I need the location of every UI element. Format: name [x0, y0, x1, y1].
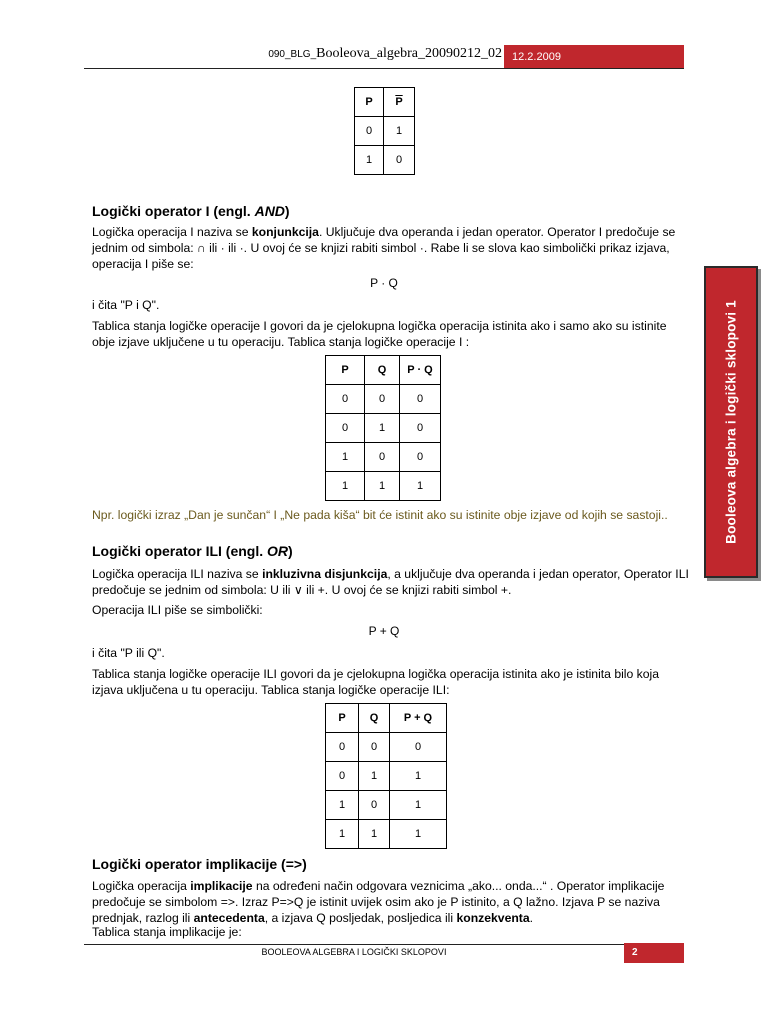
or-table-head: Q — [359, 704, 390, 733]
or-heading-text: Logički operator ILI (engl. — [92, 543, 268, 559]
and-table-head: P — [326, 356, 365, 385]
document-date: 12.2.2009 — [504, 45, 684, 69]
page-number: 2 — [624, 943, 684, 963]
not-table-cell: 1 — [384, 117, 415, 146]
or-paragraph-3: Tablica stanja logičke operacije ILI govori da je cjelokupna logička operacija istinita ako je istinita bilo koja izjava uključena u tu operaciju. Tablica stanja logičke operacije ILI: — [92, 667, 660, 697]
impl-p1-text-3: , a izjava Q posljedak, posljedica ili — [264, 911, 457, 925]
or-table-cell: 1 — [326, 820, 359, 849]
or-p1-text: Logička operacija ILI naziva se — [92, 567, 263, 581]
and-truth-table — [325, 355, 441, 501]
not-table-cell: 1 — [355, 146, 384, 175]
or-p1-text-rest: , a uključuje dva operanda i jedan operator, Operator ILI predočuje se jednim od simbola: U ili ∨ ili +. U ovoj će se knjizi rabiti simbol +. — [92, 567, 689, 597]
and-table-cell: 0 — [326, 385, 365, 414]
or-table-cell: 1 — [359, 762, 390, 791]
and-reads: i čita "P i Q". — [92, 298, 160, 312]
footer-title: BOOLEOVA ALGEBRA I LOGIČKI SKLOPOVI — [261, 947, 447, 957]
and-table-cell: 1 — [365, 472, 400, 501]
and-heading-close: ) — [284, 203, 290, 219]
and-p1-text: Logička operacija I naziva se — [92, 225, 252, 239]
or-heading-em: OR — [267, 543, 289, 559]
chapter-side-tab — [704, 266, 758, 578]
or-table-cell: 0 — [390, 733, 447, 762]
and-table-cell: 0 — [365, 443, 400, 472]
and-paragraph-1 — [92, 224, 692, 272]
or-table-cell: 0 — [326, 762, 359, 791]
not-table-cell: 0 — [355, 117, 384, 146]
and-p1-text-rest: . Uključuje dva operanda i jedan operator. Operator I predočuje se jednim od simbola: ∩ ili · ili ·. U ovoj će se knjizi rabiti simbol ·. Rabe li se slova kao simbolički prikaz izjava, operacija I piše se: — [92, 225, 676, 271]
impl-paragraph-2: Tablica stanja implikacije je: — [92, 925, 242, 939]
and-heading — [92, 203, 290, 219]
document-title — [210, 46, 502, 62]
not-table-head-p-bar: $\overline{P}$ — [384, 88, 415, 117]
and-table-cell: 0 — [400, 385, 441, 414]
and-table-cell: 1 — [400, 472, 441, 501]
document-title-main: Booleova_algebra_20090212_02 — [316, 46, 502, 61]
or-p1-term: inkluzivna disjunkcija — [262, 567, 388, 581]
impl-heading: Logički operator implikacije (=>) — [92, 856, 307, 872]
or-heading — [92, 543, 293, 559]
and-table-cell: 1 — [326, 472, 365, 501]
and-table-head: P · Q — [400, 356, 441, 385]
and-example: Npr. logički izraz „Dan je sunčan“ I „Ne pada kiša“ bit će istinit ako su istinite obje izjave od kojih se sastoji.. — [92, 508, 668, 522]
chapter-side-tab-label: Booleova algebra i logički sklopovi 1 — [723, 300, 739, 544]
or-paragraph-1 — [92, 566, 692, 598]
or-truth-table — [325, 703, 447, 849]
or-reads: i čita "P ili Q". — [92, 646, 165, 660]
footer-divider — [84, 944, 684, 945]
or-paragraph-2: Operacija ILI piše se simbolički: — [92, 603, 263, 617]
impl-p1-text-2: na određeni način odgovara veznicima „ako... onda...“ . Operator implikacije predočuje se simbolom =>. Izraz P=>Q je istinit uvijek osim ako je P istinito, a Q lažno. Izjava P se naziva prednjak, razlog ili — [92, 879, 665, 925]
or-formula: P + Q — [368, 624, 400, 638]
impl-p1-term: implikacije — [190, 879, 253, 893]
or-table-cell: 1 — [390, 762, 447, 791]
impl-p1-term-consequent: konzekventa — [456, 911, 530, 925]
or-table-head: P + Q — [390, 704, 447, 733]
impl-p1-text: Logička operacija — [92, 879, 191, 893]
impl-p1-text-end: . — [529, 911, 534, 925]
or-table-cell: 0 — [359, 791, 390, 820]
and-heading-text: Logički operator I (engl. — [92, 203, 255, 219]
not-table-head-p: P — [355, 88, 384, 117]
or-table-cell: 1 — [390, 791, 447, 820]
or-table-cell: 0 — [359, 733, 390, 762]
and-table-cell: 1 — [326, 443, 365, 472]
or-table-cell: 1 — [326, 791, 359, 820]
document-title-prefix: 090_BLG_ — [268, 49, 317, 60]
impl-p1-term-antecedent: antecedenta — [193, 911, 265, 925]
not-truth-table — [354, 87, 415, 175]
and-paragraph-2: Tablica stanja logičke operacije I govori da je cjelokupna logička operacija istinita ako i samo ako su istinite obje izjave uključene u tu operaciju. Tablica stanja logičke operacije I : — [92, 319, 667, 349]
and-p1-term: konjunkcija — [251, 225, 319, 239]
or-table-head: P — [326, 704, 359, 733]
or-table-cell: 1 — [390, 820, 447, 849]
and-table-head: Q — [365, 356, 400, 385]
or-table-cell: 1 — [359, 820, 390, 849]
and-table-cell: 0 — [365, 385, 400, 414]
not-table-cell: 0 — [384, 146, 415, 175]
impl-paragraph-1 — [92, 878, 692, 926]
or-heading-close: ) — [288, 543, 293, 559]
and-table-cell: 0 — [400, 443, 441, 472]
and-formula: P · Q — [370, 276, 398, 290]
and-table-cell: 1 — [365, 414, 400, 443]
and-table-cell: 0 — [400, 414, 441, 443]
and-table-cell: 0 — [326, 414, 365, 443]
header-divider — [84, 68, 684, 69]
and-heading-em: AND — [254, 203, 285, 219]
or-table-cell: 0 — [326, 733, 359, 762]
